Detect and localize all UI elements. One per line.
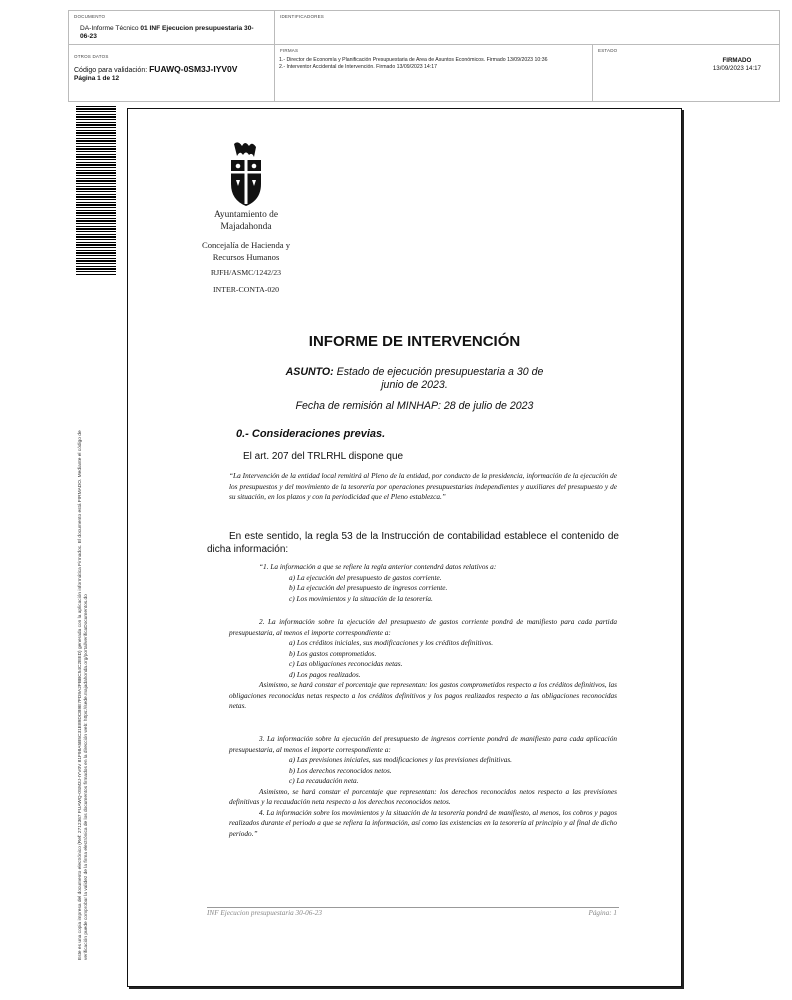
regla-2-intro: 2. La información sobre la ejecución del presupuesto de gastos corriente pondrá de manifiesto para cada partida presupuestaria, al menos el importe correspondiente a: bbox=[229, 617, 617, 637]
estado-status: FIRMADO bbox=[722, 57, 752, 64]
estado-cell bbox=[593, 45, 779, 101]
document-title bbox=[80, 25, 260, 42]
ayuntamiento-line-2: Majadahonda bbox=[220, 221, 272, 232]
regla-1-intro: “1. La información a que se refiere la regla anterior contendrá datos relativos a: bbox=[259, 562, 497, 571]
regla-53-paragraph: En este sentido, la regla 53 de la Instrucción de contabilidad establece el contenido de dicha información: bbox=[207, 531, 619, 555]
regla-53-block-1 bbox=[229, 562, 617, 604]
regla-2-a: a) Los créditos iniciales, sus modificaciones y los créditos definitivos. bbox=[289, 638, 494, 647]
footer-document-name: INF Ejecucion presupuestaria 30-06-23 bbox=[207, 909, 322, 917]
ayuntamiento-line-1: Ayuntamiento de bbox=[214, 210, 278, 220]
regla-3-porcentajes: Asimismo, se hará constar el porcentaje que representan: los derechos reconocidos netos respecto a las previsiones definitivas y la recaudación neta respecto a los derechos reconocidos netos. bbox=[229, 786, 617, 806]
identificadores-caption: IDENTIFICADORES bbox=[280, 14, 325, 19]
section-heading: 0.- Consideraciones previas. bbox=[236, 428, 386, 440]
asunto-text-1: Estado de ejecución presupuestaria a 30 de bbox=[333, 366, 544, 378]
doc-prefix: DA-Informe Técnico bbox=[80, 25, 141, 32]
regla-3-intro: 3. La información sobre la ejecución del presupuesto de ingresos corriente pondrá de manifiesto para cada aplicación presupuestaria, al menos el importe correspondiente a: bbox=[229, 734, 617, 754]
page-count: Página 1 de 12 bbox=[74, 75, 120, 82]
firmas-caption: FIRMAS bbox=[280, 48, 299, 53]
footer-rule bbox=[207, 907, 619, 908]
asunto bbox=[207, 366, 622, 392]
footer-page-number: Página: 1 bbox=[588, 909, 617, 917]
signature-header bbox=[68, 10, 780, 102]
regla-3-b: b) Los derechos reconocidos netos. bbox=[289, 765, 392, 775]
estado-caption: ESTADO bbox=[598, 48, 618, 53]
regla-2-c: c) Las obligaciones reconocidas netas. bbox=[289, 659, 403, 668]
documento-cell bbox=[69, 11, 275, 45]
code-value[interactable]: FUAWQ-0SM3J-IYV0V bbox=[149, 64, 238, 74]
asunto-label: ASUNTO: bbox=[285, 366, 334, 378]
regla-53-block-2 bbox=[229, 617, 617, 712]
estado-value bbox=[713, 57, 761, 73]
inter-conta-code: INTER-CONTA-020 bbox=[212, 285, 280, 294]
firma-1: 1.- Director de Economía y Planificación Presupuestaria de Area de Asuntos Económicos. Firmado 13/09/2023 10:36 bbox=[279, 57, 548, 63]
regla-3-a: a) Las previsiones iniciales, sus modificaciones y las previsiones definitivas. bbox=[289, 755, 513, 764]
regla-1-c: c) Los movimientos y la situación de la tesorería. bbox=[289, 593, 433, 603]
side-verification-text bbox=[78, 295, 91, 960]
art-paragraph: El art. 207 del TRLRHL dispone que bbox=[243, 451, 404, 462]
barcode-image bbox=[76, 106, 116, 276]
regla-1-b: b) La ejecución del presupuesto de ingresos corriente. bbox=[289, 583, 448, 592]
otros-datos-caption: OTROS DATOS bbox=[74, 54, 109, 59]
regla-2-d: d) Los pagos realizados. bbox=[289, 669, 361, 679]
regla-3-c: c) La recaudación neta. bbox=[289, 776, 359, 785]
doc-name: 01 INF Ejecucion presupuestaria 30-06-23 bbox=[80, 25, 254, 41]
identificadores-cell bbox=[275, 11, 779, 45]
documento-caption: DOCUMENTO bbox=[74, 14, 106, 19]
coat-of-arms-icon bbox=[228, 140, 264, 208]
firma-2: 2.- Interventor Accidental de Intervención. Firmado 13/09/2023 14:17 bbox=[279, 64, 438, 71]
side-text-line-1: Este es una copia impresa del documento electrónico (Ref: 2712367 FUAWQ-0SM3J-IYV0V 81F98A5B5C31E89DCB9E7FD9A2FBBC54C2EED) generada con la aplicación informática Firmadoc. El documento está FIRMADO. Mediante el código de bbox=[78, 430, 83, 960]
asunto-text-2: junio de 2023. bbox=[381, 379, 448, 391]
ayuntamiento-name bbox=[180, 210, 312, 233]
validation-code bbox=[74, 64, 237, 74]
report-title: INFORME DE INTERVENCIÓN bbox=[308, 333, 521, 350]
regla-4: 4. La información sobre los movimientos y la situación de la tesorería pondrá de manifiesto, al menos, los cobros y pagos realizados durante el periodo a que se refiera la información, así como las existencias en la tesorería al principio y al final de dicho periodo.” bbox=[229, 807, 617, 838]
firmas-list bbox=[279, 57, 547, 71]
code-label: Código para validación: bbox=[74, 67, 150, 74]
estado-date: 13/09/2023 14:17 bbox=[712, 65, 761, 72]
concejalia-name bbox=[180, 240, 312, 263]
regla-1-a: a) La ejecución del presupuesto de gastos corriente. bbox=[289, 572, 442, 582]
regla-2-porcentajes: Asimismo, se hará constar el porcentaje que representan: los gastos comprometidos respecto a los créditos definitivos, las obligaciones reconocidas netas respecto a los créditos definitivos y los pagos realizados respecto a las obligaciones reconocidas netas. bbox=[229, 680, 617, 710]
art-207-quote: “La Intervención de la entidad local remitirá al Pleno de la entidad, por conducto de la presidencia, información de la ejecución de los presupuestos y del movimiento de la tesorería por operaciones presupuestarias independientes y auxiliares del presupuesto y de su situación, en los plazos y con la periodicidad que el Pleno establezca.” bbox=[229, 471, 617, 501]
concejalia-line-1: Concejalía de Hacienda y bbox=[201, 240, 291, 250]
regla-2-b: b) Los gastos comprometidos. bbox=[289, 648, 377, 658]
fecha-remision: Fecha de remisión al MINHAP: 28 de julio de 2023 bbox=[295, 400, 534, 412]
regla-53-block-3 bbox=[229, 734, 617, 839]
concejalia-line-2: Recursos Humanos bbox=[212, 251, 280, 262]
reference-code: RJFH/ASMC/1242/23 bbox=[210, 268, 282, 277]
firmas-cell bbox=[275, 45, 593, 101]
side-text-line-2: verificación puede comprobar la validez de la firma electrónica de los documentos firmados en la dirección web: https://sede.majadahonda.org/portal/verificaDocumentos.do bbox=[84, 594, 90, 960]
